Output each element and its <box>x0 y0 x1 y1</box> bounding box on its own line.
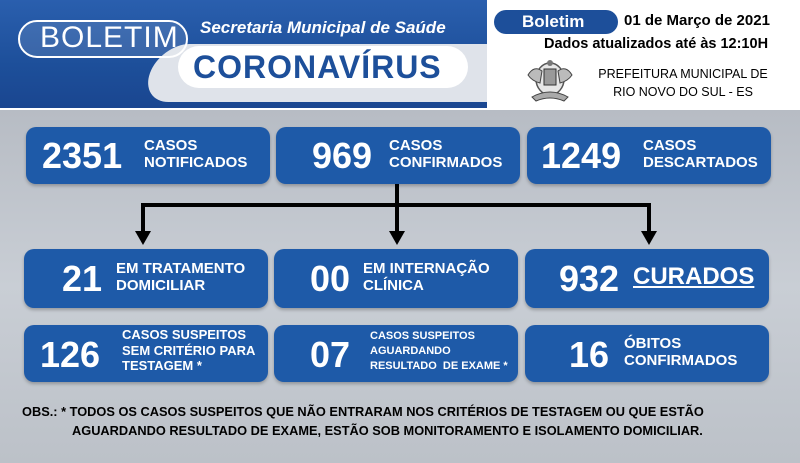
descartados-value: 1249 <box>541 135 622 176</box>
boletim-tag: Boletim <box>494 10 618 34</box>
observation-note <box>22 402 792 440</box>
confirmados-value: 969 <box>312 135 373 176</box>
obs-line2: AGUARDANDO RESULTADO DE EXAME, ESTÃO SOB MONITORAMENTO E ISOLAMENTO DOMICILIAR. <box>72 423 703 438</box>
card-suspeitos-sem-criterio <box>24 325 268 382</box>
suspeitos-sem-criterio-line1: CASOS SUSPEITOS <box>122 327 247 342</box>
descartados-line2: DESCARTADOS <box>643 154 758 172</box>
prefeitura-line2: RIO NOVO DO SUL - ES <box>613 85 753 99</box>
tratamento-value: 21 <box>62 258 103 299</box>
card-confirmados <box>276 127 520 184</box>
tratamento-line2: DOMICILIAR <box>116 277 206 295</box>
suspeitos-aguardando-label <box>370 329 508 374</box>
header <box>0 0 800 108</box>
card-obitos <box>525 325 769 382</box>
update-time: Dados atualizados até às 12:10H <box>544 36 769 52</box>
card-internacao <box>274 249 518 308</box>
obitos-line1: ÓBITOS <box>624 335 682 352</box>
arrow-down-center-icon <box>389 231 405 245</box>
descartados-line1: CASOS <box>643 137 697 154</box>
internacao-line2: CLÍNICA <box>363 277 424 295</box>
notificados-line2: NOTIFICADOS <box>144 154 248 172</box>
suspeitos-sem-criterio-line3: TESTAGEM * <box>122 358 202 374</box>
suspeitos-sem-criterio-value: 126 <box>40 334 101 375</box>
arrow-down-right-icon <box>641 231 657 245</box>
card-descartados <box>527 127 771 184</box>
curados-label: CURADOS <box>633 263 755 290</box>
connector-vertical-center <box>395 184 399 236</box>
notificados-line1: CASOS <box>144 137 198 154</box>
notificados-value: 2351 <box>42 135 123 176</box>
card-notificados <box>26 127 270 184</box>
confirmados-line2: CONFIRMADOS <box>389 154 503 172</box>
coronavirus-title: CORONAVÍRUS <box>193 49 442 85</box>
confirmados-line1: CASOS <box>389 137 443 154</box>
arrow-down-left-icon <box>135 231 151 245</box>
suspeitos-aguardando-line2: AGUARDANDO <box>370 344 451 357</box>
prefeitura-label <box>588 65 778 101</box>
obs-line1: OBS.: * TODOS OS CASOS SUSPEITOS QUE NÃO ENTRARAM NOS CRITÉRIOS DE TESTAGEM OU QUE ESTÃO <box>22 404 704 419</box>
suspeitos-sem-criterio-line2: SEM CRITÉRIO PARA <box>122 342 256 358</box>
descartados-label <box>643 137 758 172</box>
municipal-emblem-icon <box>524 57 576 105</box>
tratamento-label <box>116 260 245 295</box>
card-curados <box>525 249 769 308</box>
boletim-banner <box>0 0 487 108</box>
obitos-label <box>624 335 737 370</box>
suspeitos-sem-criterio-label <box>122 327 255 374</box>
obitos-line2: CONFIRMADOS <box>624 352 738 370</box>
prefeitura-line1: PREFEITURA MUNICIPAL DE <box>598 67 768 81</box>
suspeitos-aguardando-value: 07 <box>310 334 351 375</box>
notificados-label <box>144 137 247 172</box>
tratamento-line1: EM TRATAMENTO <box>116 260 246 277</box>
secretaria-label: Secretaria Municipal de Saúde <box>200 18 446 37</box>
internacao-label <box>363 260 490 295</box>
confirmados-label <box>389 137 502 172</box>
internacao-line1: EM INTERNAÇÃO <box>363 260 490 277</box>
internacao-value: 00 <box>310 258 351 299</box>
connector-horizontal <box>141 203 651 207</box>
curados-value: 932 <box>559 258 620 299</box>
card-suspeitos-aguardando <box>274 325 518 382</box>
suspeitos-aguardando-line1: CASOS SUSPEITOS <box>370 330 475 342</box>
card-tratamento <box>24 249 268 308</box>
report-date: 01 de Março de 2021 <box>624 12 770 29</box>
obitos-value: 16 <box>569 334 610 375</box>
suspeitos-aguardando-line3: RESULTADO DE EXAME * <box>370 359 508 372</box>
boletim-title: BOLETIM <box>40 21 179 54</box>
